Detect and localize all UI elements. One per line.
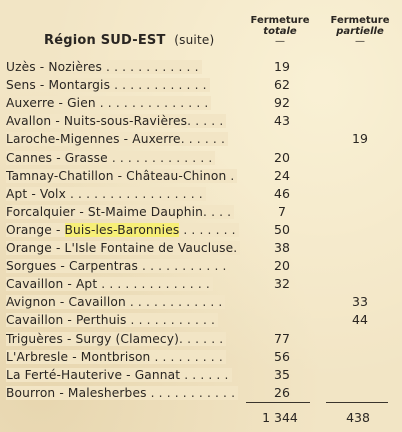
route-name (6, 366, 268, 384)
table-row (0, 239, 402, 257)
route-name (6, 185, 268, 203)
route-name-text: Triguères - Surgy (Clamecy) (6, 331, 180, 346)
route-name-text: Auxerre - Gien (6, 96, 96, 111)
total-closure-value: 38 (274, 240, 290, 255)
dot-leader: . . . . . . . . . . . . (110, 78, 207, 93)
route-name-text: Avignon - Cavaillon (6, 295, 126, 310)
route-name-text: Avallon - Nuits-sous-Ravières (6, 114, 188, 129)
partial-closure-value: 44 (352, 312, 368, 328)
route-name-text: Cannes - Grasse (6, 150, 108, 165)
dot-leader: . (233, 241, 238, 255)
highlighted-text: Buis-les-Baronnies (64, 222, 180, 237)
total-closure-value: 56 (274, 348, 290, 364)
total-closure-value: 43 (274, 113, 290, 129)
route-name (6, 275, 268, 293)
route-name (6, 203, 268, 221)
route-name (6, 149, 268, 167)
route-name-text: Laroche-Migennes - Auxerre (6, 132, 181, 147)
route-name (6, 112, 268, 130)
col-partial-line2: partielle (336, 26, 384, 37)
table-row (0, 185, 402, 203)
dot-leader: . . . . . . . . . (150, 349, 223, 364)
dot-leader: . . . . . (187, 114, 224, 129)
table-row (0, 149, 402, 167)
total-closure-value: 20 (274, 258, 290, 274)
dot-leader: . (226, 168, 235, 183)
dot-leader: . . . . . . . . . . . . . (107, 150, 213, 165)
table-row (0, 221, 402, 239)
route-name-text: Orange - L'Isle Fontaine de Vaucluse (6, 241, 234, 255)
region-suite: (suite) (174, 33, 215, 47)
dot-leader: . . . . . . . . . . . . (125, 295, 223, 310)
column-header-partial (326, 15, 394, 47)
route-name (6, 94, 268, 112)
route-name-text: Apt - Volx (6, 186, 66, 201)
partial-closure-value: 19 (352, 131, 368, 147)
route-name-text: Forcalquier - St-Maime Dauphin (6, 204, 204, 219)
route-name (6, 348, 268, 366)
total-closure-value: 46 (274, 185, 290, 201)
dot-leader: . . . . . . . . . . . (138, 259, 227, 274)
table-row (0, 366, 402, 384)
total-closure-value: 7 (278, 203, 286, 219)
route-name-text: Sens - Montargis (6, 78, 111, 93)
total-closure-value: 35 (274, 366, 290, 382)
dot-leader: . . . . . . . (179, 222, 236, 237)
table-row (0, 275, 402, 293)
table-row (0, 384, 402, 402)
partial-rule (326, 402, 388, 403)
table-row (0, 76, 402, 94)
partial-closure-value: 33 (352, 294, 368, 310)
col-partial-line1: Fermeture (330, 15, 390, 26)
table-row (0, 293, 402, 311)
route-name-text: L'Arbresle - Montbrison (6, 349, 151, 364)
table-row (0, 58, 402, 76)
dot-leader: . . . . . . (180, 132, 225, 147)
col-total-line2: totale (263, 26, 297, 37)
route-name-text: La Ferté-Hauterive - Gannat (6, 367, 181, 382)
column-header-total (246, 15, 314, 47)
table-row (0, 348, 402, 366)
dot-leader: . . . . (203, 204, 232, 219)
route-name (6, 76, 268, 94)
total-closure-value: 92 (274, 95, 290, 111)
route-name-text: Cavaillon - Apt (6, 277, 98, 292)
total-closure-value: 62 (274, 77, 290, 93)
dot-leader: . . . . . . . . . . . . . . (95, 96, 209, 111)
route-name (6, 384, 268, 402)
table-row (0, 94, 402, 112)
region-heading (44, 33, 214, 48)
dot-leader: . . . . . . (180, 367, 229, 382)
table-row (0, 257, 402, 275)
route-name-text: Cavaillon - Perthuis (6, 313, 127, 328)
sum-total: 1 344 (262, 410, 298, 425)
dot-leader: . . . . . . (179, 331, 224, 346)
dot-leader: . . . . . . . . . . . (146, 385, 236, 400)
route-name-text: Sorgues - Carpentras (6, 259, 138, 274)
route-name (6, 239, 268, 257)
route-name (6, 311, 268, 329)
route-name (6, 58, 268, 76)
table-row (0, 311, 402, 329)
total-closure-value: 24 (274, 167, 290, 183)
col-partial-dash: — (355, 36, 365, 47)
table-row (0, 167, 402, 185)
table-row (0, 130, 402, 148)
total-closure-value: 26 (274, 384, 290, 400)
sum-partial: 438 (346, 410, 370, 425)
total-closure-value: 20 (274, 149, 290, 165)
total-closure-value: 32 (274, 276, 290, 292)
total-rule (246, 402, 310, 403)
route-name-text: Tamnay-Chatillon - Château-Chinon (6, 168, 227, 183)
route-name-text: Bourron - Malesherbes (6, 385, 147, 400)
route-name (6, 257, 268, 275)
route-name (6, 221, 268, 239)
route-name (6, 330, 268, 348)
table-row (0, 203, 402, 221)
table-row (0, 330, 402, 348)
route-name (6, 293, 268, 311)
route-name-text: Orange - (6, 222, 65, 237)
dot-leader: . . . . . . . . . . . (126, 313, 216, 328)
dot-leader: . . . . . . . . . . . . . . (97, 277, 210, 292)
col-total-line1: Fermeture (250, 15, 310, 26)
dot-leader: . . . . . . . . . . . . . . . . . (65, 186, 203, 201)
total-closure-value: 19 (274, 59, 290, 74)
dot-leader: . . . . . . . . . . . . (102, 60, 199, 74)
region-title: Région SUD-EST (44, 33, 166, 48)
col-total-dash: — (275, 36, 285, 47)
table-row (0, 112, 402, 130)
route-name-text: Uzès - Nozières (6, 60, 103, 74)
total-closure-value: 77 (274, 330, 290, 346)
route-name (6, 130, 268, 148)
total-closure-value: 50 (274, 221, 290, 237)
route-name (6, 167, 268, 185)
